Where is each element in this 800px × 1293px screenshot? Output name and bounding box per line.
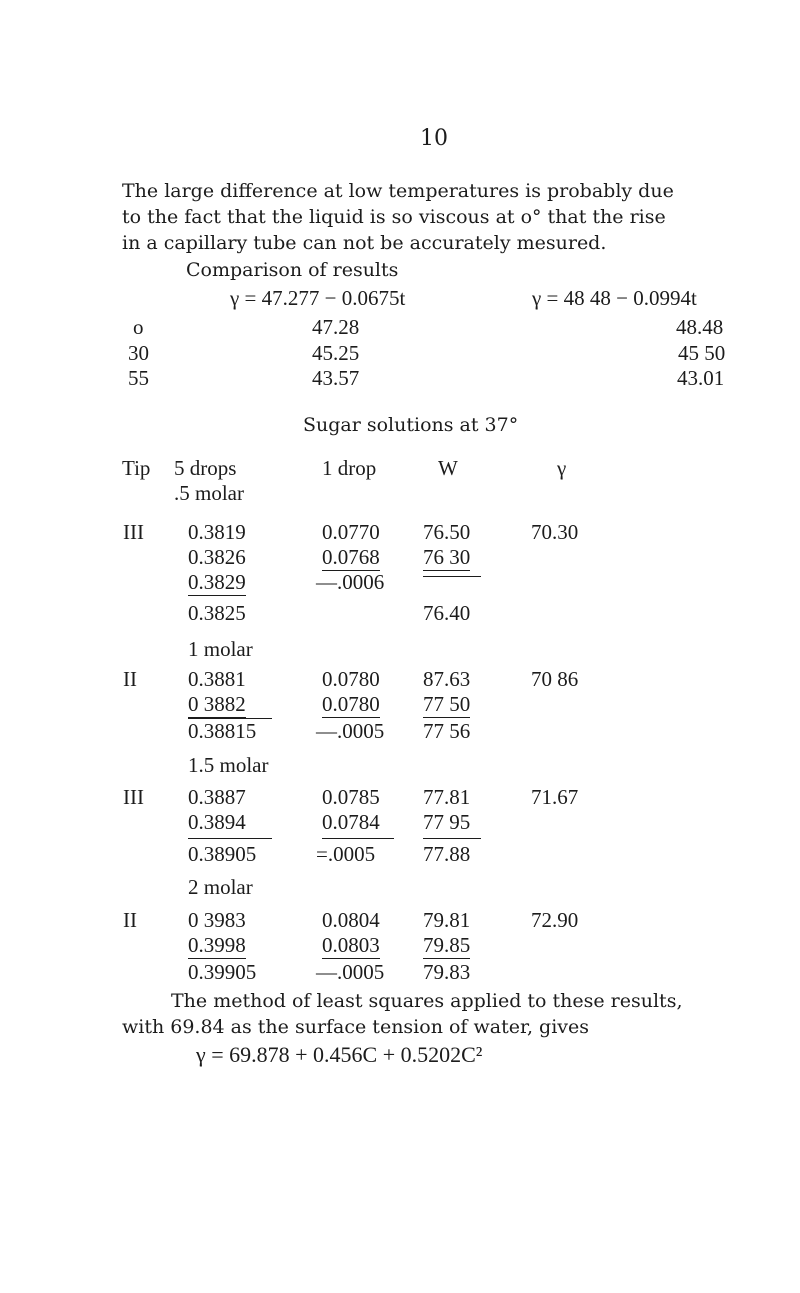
sum-rule <box>188 718 272 719</box>
gamma-value: 70 86 <box>531 667 579 691</box>
w-value: 79.81 <box>423 908 471 932</box>
drop-diff: —.0005 <box>316 719 385 743</box>
comparison-row-t: 55 <box>128 366 149 390</box>
sum-rule <box>423 838 481 839</box>
w-value: 76 30 <box>423 545 471 569</box>
comparison-row-a: 45.25 <box>312 341 360 365</box>
gamma-value: 70.30 <box>531 520 579 544</box>
drop-value: 0.0780 <box>322 667 380 691</box>
group-tip: III <box>123 785 144 809</box>
group-tip: III <box>123 520 144 544</box>
drop-diff: —.0005 <box>316 960 385 984</box>
drops-value: 0.3819 <box>188 520 246 544</box>
closing-line-2: with 69.84 as the surface tension of water, gives <box>122 1016 589 1038</box>
comparison-row-b: 48.48 <box>676 315 724 339</box>
w-mean: 77 56 <box>423 719 471 743</box>
drops-value: 0.3894 <box>188 810 246 834</box>
drop-value: 0.0768 <box>322 545 380 569</box>
w-value: 79.85 <box>423 933 471 957</box>
sum-rule <box>188 838 272 839</box>
header-w: W <box>438 456 458 480</box>
intro-line-3: in a capillary tube can not be accurately mesured. <box>122 232 607 254</box>
drops-value: 0 3882 <box>188 692 246 716</box>
sum-rule <box>322 838 394 839</box>
drops-mean: 0.3825 <box>188 601 246 625</box>
comparison-row-a: 47.28 <box>312 315 360 339</box>
comparison-row-t: 30 <box>128 341 149 365</box>
w-value: 77 95 <box>423 810 471 834</box>
sugar-title: Sugar solutions at 37° <box>303 414 519 436</box>
w-value: 77.81 <box>423 785 471 809</box>
header-tip: Tip <box>122 456 151 480</box>
group-tip: II <box>123 908 137 932</box>
drops-value: 0.3829 <box>188 570 246 594</box>
closing-equation: γ = 69.878 + 0.456C + 0.5202C² <box>196 1042 483 1067</box>
header-gamma: γ <box>557 456 567 480</box>
comparison-equation-1: γ = 47.277 − 0.0675t <box>230 286 406 310</box>
group-label: 2 molar <box>188 875 253 899</box>
drop-value: 0.0785 <box>322 785 380 809</box>
w-value: 77 50 <box>423 692 471 716</box>
drops-value: 0.3826 <box>188 545 246 569</box>
drop-value: 0.0803 <box>322 933 380 957</box>
page-number: 10 <box>420 126 448 151</box>
w-value: 76.50 <box>423 520 471 544</box>
sum-rule <box>423 576 481 577</box>
drop-diff: =.0005 <box>316 842 376 866</box>
group-tip: II <box>123 667 137 691</box>
w-mean: 79.83 <box>423 960 471 984</box>
comparison-row-b: 45 50 <box>678 341 726 365</box>
group-label: 1.5 molar <box>188 753 269 777</box>
w-value: 87.63 <box>423 667 471 691</box>
intro-line-1: The large difference at low temperatures is probably due <box>122 180 674 202</box>
drops-mean: 0.39905 <box>188 960 257 984</box>
header-1-drop: 1 drop <box>322 456 377 480</box>
gamma-value: 72.90 <box>531 908 579 932</box>
drops-mean: 0.38905 <box>188 842 257 866</box>
comparison-equation-2: γ = 48 48 − 0.0994t <box>532 286 697 310</box>
drop-value: —.0006 <box>316 570 385 594</box>
closing-line-1: The method of least squares applied to these results, <box>171 990 683 1012</box>
drop-value: 0.0780 <box>322 692 380 716</box>
drops-value: 0.3887 <box>188 785 246 809</box>
w-mean: 76.40 <box>423 601 471 625</box>
drop-value: 0.0770 <box>322 520 380 544</box>
header-molar: .5 molar <box>174 481 244 505</box>
comparison-row-t: o <box>133 315 144 339</box>
drops-value: 0.3998 <box>188 933 246 957</box>
drop-value: 0.0784 <box>322 810 380 834</box>
w-mean: 77.88 <box>423 842 471 866</box>
drop-value: 0.0804 <box>322 908 380 932</box>
header-5-drops: 5 drops <box>174 456 237 480</box>
group-label: 1 molar <box>188 637 253 661</box>
drops-value: 0.3881 <box>188 667 246 691</box>
gamma-value: 71.67 <box>531 785 579 809</box>
drops-mean: 0.38815 <box>188 719 257 743</box>
comparison-row-a: 43.57 <box>312 366 360 390</box>
drops-value: 0 3983 <box>188 908 246 932</box>
comparison-row-b: 43.01 <box>677 366 725 390</box>
comparison-title: Comparison of results <box>186 259 399 281</box>
intro-line-2: to the fact that the liquid is so viscous at o° that the rise <box>122 206 666 228</box>
